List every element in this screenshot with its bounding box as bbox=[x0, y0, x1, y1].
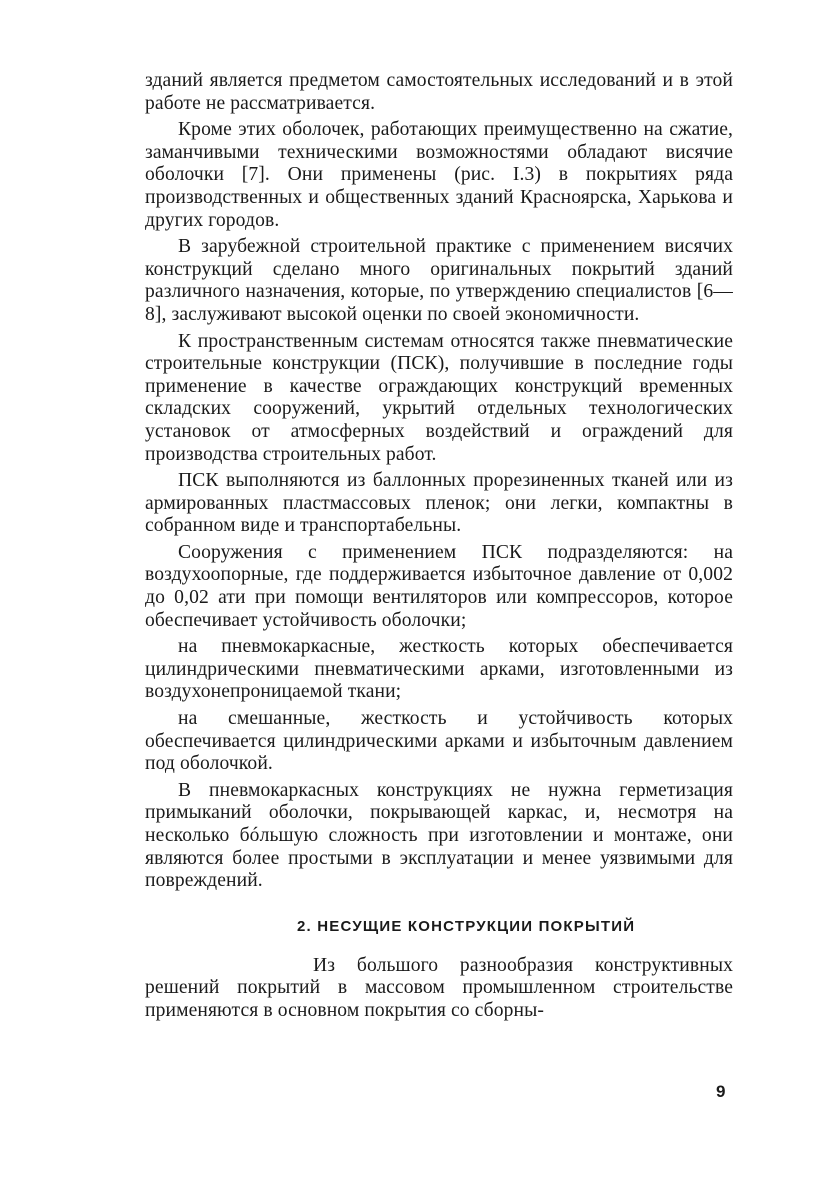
paragraph-roof-structures: Из большого разнообразия конструктивных решений покрытий в массовом промышленном строительстве применяются в основном покрытия со сборны- bbox=[145, 954, 733, 1021]
paragraph-mixed: на смешанные, жесткость и устойчивость которых обеспечивается цилиндрическими арками и избыточным давлением под оболочкой. bbox=[145, 708, 733, 775]
paragraph-psk-types: Сооружения с применением ПСК подразделяются: на воздухоопорные, где поддерживается избыточное давление от 0,002 до 0,02 ати при помощи вентиляторов или компрессоров, которое обеспечивает устойчивость оболочки; bbox=[145, 541, 733, 631]
paragraph-psk-materials: ПСК выполняются из баллонных прорезиненных тканей или из армированных пластмассовых пленок; они легки, компактны в собранном виде и транспортабельны. bbox=[145, 470, 733, 537]
paragraph-continuation: зданий является предметом самостоятельных исследований и в этой работе не рассматривается. bbox=[145, 70, 733, 114]
page-number: 9 bbox=[716, 1082, 726, 1101]
paragraph-pneumatic-structures: К пространственным системам относятся также пневматические строительные конструкции (ПСК), получившие в последние годы применение в качестве ограждающих конструкций временных складских сооружений, укрытий отдельных технологических установок от атмосферных воздействий и ограждений для производства строительных работ. bbox=[145, 330, 733, 465]
paragraph-pneumoframe-advantages: В пневмокаркасных конструкциях не нужна герметизация примыканий оболочки, покрывающей каркас, и, несмотря на несколько бóльшую сложность при изготовлении и монтаже, они являются более простыми в эксплуатации и менее уязвимыми для повреждений. bbox=[145, 779, 733, 892]
paragraph-pneumoframe: на пневмокаркасные, жесткость которых обеспечивается цилиндрическими пневматическими арками, изготовленными из воздухонепроницаемой ткани; bbox=[145, 636, 733, 703]
section-heading: 2. НЕСУЩИЕ КОНСТРУКЦИИ ПОКРЫТИЙ bbox=[297, 917, 636, 935]
paragraph-foreign-practice: В зарубежной строительной практике с применением висячих конструкций сделано много оригинальных покрытий зданий различного назначения, которые, по утверждению специалистов [6—8], заслуживают высокой оценки по своей экономичности. bbox=[145, 236, 733, 325]
paragraph-hanging-shells: Кроме этих оболочек, работающих преимущественно на сжатие, заманчивыми техническими возможностями обладают висячие оболочки [7]. Они применены (рис. I.3) в покрытиях ряда производственных и общественных зданий Красноярска, Харькова и других городов. bbox=[145, 119, 733, 231]
page-body bbox=[145, 70, 733, 1150]
